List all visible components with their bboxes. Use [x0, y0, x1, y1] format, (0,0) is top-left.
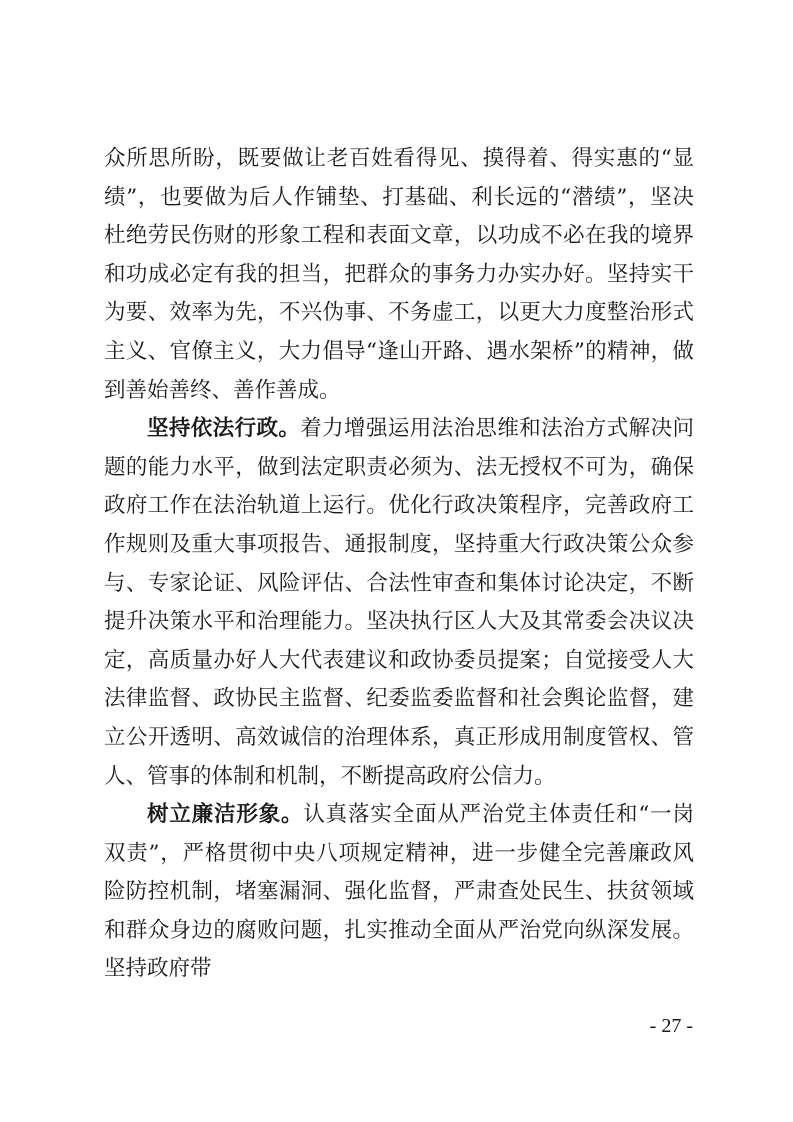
paragraph-text: 着力增强运用法治思维和法治方式解决问题的能力水平，做到法定职责必须为、法无授权不可为，确保政府工作在法治轨道上运行。优化行政决策程序，完善政府工作规则及重大事项报告、通报制度，坚持重大行政决策公众参与、专家论证、风险评估、合法性审查和集体讨论决定，不断提升决策水平和治理能力。坚决执行区人大及其常委会决议决定，高质量办好人大代表建议和政协委员提案；自觉接受人大法律监督、政协民主监督、纪委监委监督和社会舆论监督，建立公开透明、高效诚信的治理体系，真正形成用制度管权、管人、管事的体制和机制，不断提高政府公信力。	[104, 416, 694, 789]
paragraph-integrity	[104, 796, 694, 989]
page-number: - 27 -	[649, 1015, 693, 1037]
body-text	[104, 140, 694, 989]
paragraph-heading: 树立廉洁形象。	[147, 802, 304, 828]
paragraph-rule-of-law	[104, 410, 694, 796]
paragraph-heading: 坚持依法行政。	[147, 416, 301, 442]
paragraph-text: 认真落实全面从严治党主体责任和“一岗双责”，严格贯彻中央八项规定精神，进一步健全完善廉政风险防控机制，堵塞漏洞、强化监督，严肃查处民生、扶贫领域和群众身边的腐败问题，扎实推动全面从严治党向纵深发展。坚持政府带	[104, 802, 694, 982]
paragraph-text: 众所思所盼，既要做让老百姓看得见、摸得着、得实惠的“显绩”，也要做为后人作铺垫、打基础、利长远的“潜绩”，坚决杜绝劳民伤财的形象工程和表面文章，以功成不必在我的境界和功成必定有我的担当，把群众的事务力办实办好。坚持实干为要、效率为先，不兴伪事、不务虚工，以更大力度整治形式主义、官僚主义，大力倡导“逢山开路、遇水架桥”的精神，做到善始善终、善作善成。	[104, 146, 694, 403]
paragraph-continuation	[104, 140, 694, 410]
